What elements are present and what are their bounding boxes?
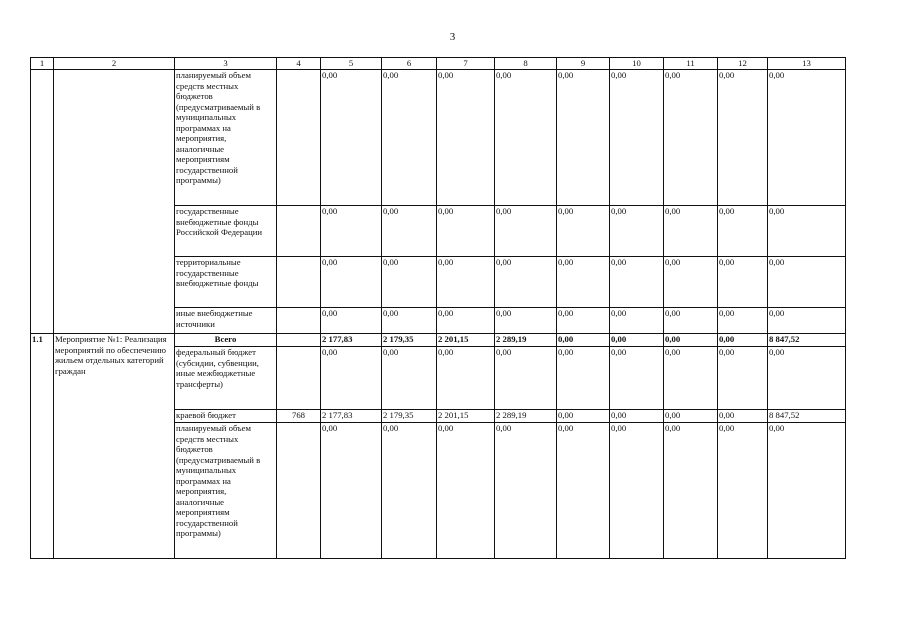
- code-cell: [277, 308, 321, 334]
- source-cell: территориальные государственные внебюджетные фонды: [175, 257, 277, 308]
- value-cell: 0,00: [557, 70, 610, 206]
- value-cell: 2 177,83: [321, 334, 382, 347]
- header-cell: 9: [557, 58, 610, 70]
- value-cell: 0,00: [718, 308, 768, 334]
- value-cell: 0,00: [495, 206, 557, 257]
- value-cell: 0,00: [557, 423, 610, 559]
- value-cell: 0,00: [664, 410, 718, 423]
- header-row: [31, 58, 846, 70]
- header-cell: 7: [437, 58, 495, 70]
- value-cell: 2 179,35: [382, 410, 437, 423]
- value-cell: 0,00: [768, 70, 846, 206]
- source-cell: государственные внебюджетные фонды Российской Федерации: [175, 206, 277, 257]
- value-cell: 0,00: [610, 308, 664, 334]
- header-cell: 5: [321, 58, 382, 70]
- value-cell: 0,00: [321, 257, 382, 308]
- budget-table: [30, 57, 846, 559]
- value-cell: 0,00: [718, 347, 768, 410]
- value-cell: 0,00: [768, 423, 846, 559]
- header-cell: 6: [382, 58, 437, 70]
- table-row: [31, 70, 846, 206]
- value-cell: 0,00: [557, 334, 610, 347]
- value-cell: 0,00: [664, 423, 718, 559]
- value-cell: 0,00: [557, 347, 610, 410]
- header-cell: 1: [31, 58, 54, 70]
- value-cell: 2 289,19: [495, 410, 557, 423]
- value-cell: 0,00: [321, 423, 382, 559]
- value-cell: 0,00: [437, 70, 495, 206]
- value-cell: 0,00: [321, 308, 382, 334]
- code-cell: 768: [277, 410, 321, 423]
- value-cell: 0,00: [495, 308, 557, 334]
- value-cell: 0,00: [664, 347, 718, 410]
- code-cell: [277, 70, 321, 206]
- value-cell: 0,00: [382, 347, 437, 410]
- header-cell: 2: [54, 58, 175, 70]
- value-cell: 0,00: [610, 347, 664, 410]
- name-cell: [54, 70, 175, 334]
- value-cell: 0,00: [437, 257, 495, 308]
- header-cell: 8: [495, 58, 557, 70]
- value-cell: 0,00: [718, 70, 768, 206]
- index-cell: 1.1: [31, 334, 54, 559]
- value-cell: 0,00: [610, 257, 664, 308]
- value-cell: 0,00: [321, 347, 382, 410]
- value-cell: 0,00: [718, 206, 768, 257]
- value-cell: 0,00: [664, 308, 718, 334]
- value-cell: 0,00: [495, 257, 557, 308]
- value-cell: 8 847,52: [768, 410, 846, 423]
- value-cell: 0,00: [718, 334, 768, 347]
- code-cell: [277, 423, 321, 559]
- value-cell: 0,00: [437, 423, 495, 559]
- value-cell: 0,00: [495, 347, 557, 410]
- value-cell: 0,00: [768, 308, 846, 334]
- value-cell: 0,00: [557, 308, 610, 334]
- page-number: 3: [449, 31, 456, 43]
- value-cell: 0,00: [557, 257, 610, 308]
- source-cell: иные внебюджетные источники: [175, 308, 277, 334]
- table-row-total: [31, 334, 846, 347]
- value-cell: 2 179,35: [382, 334, 437, 347]
- header-cell: 11: [664, 58, 718, 70]
- source-cell: краевой бюджет: [175, 410, 277, 423]
- value-cell: 0,00: [382, 308, 437, 334]
- value-cell: 0,00: [610, 410, 664, 423]
- value-cell: 0,00: [382, 423, 437, 559]
- value-cell: 0,00: [495, 423, 557, 559]
- value-cell: 0,00: [437, 347, 495, 410]
- value-cell: 0,00: [664, 206, 718, 257]
- header-cell: 3: [175, 58, 277, 70]
- value-cell: 8 847,52: [768, 334, 846, 347]
- value-cell: 0,00: [610, 70, 664, 206]
- value-cell: 0,00: [718, 410, 768, 423]
- value-cell: 0,00: [718, 423, 768, 559]
- value-cell: 0,00: [718, 257, 768, 308]
- value-cell: 0,00: [382, 206, 437, 257]
- value-cell: 2 201,15: [437, 334, 495, 347]
- value-cell: 0,00: [768, 206, 846, 257]
- value-cell: 0,00: [664, 257, 718, 308]
- value-cell: 0,00: [382, 70, 437, 206]
- value-cell: 0,00: [610, 423, 664, 559]
- value-cell: 2 177,83: [321, 410, 382, 423]
- source-cell: федеральный бюджет (субсидии, субвенции, иные межбюджетные трансферты): [175, 347, 277, 410]
- code-cell: [277, 257, 321, 308]
- source-cell-total: Всего: [175, 334, 277, 347]
- measure-name-cell: Мероприятие №1: Реализация мероприятий по обеспечению жильем отдельных категорий граждан: [54, 334, 175, 559]
- source-cell: планируемый объем средств местных бюджетов (предусматриваемый в муниципальных программах на мероприятия, аналогичные мероприятиям государственной программы): [175, 70, 277, 206]
- code-cell: [277, 334, 321, 347]
- index-cell: [31, 70, 54, 334]
- header-cell: 10: [610, 58, 664, 70]
- header-cell: 12: [718, 58, 768, 70]
- header-cell: 4: [277, 58, 321, 70]
- value-cell: 0,00: [610, 206, 664, 257]
- code-cell: [277, 347, 321, 410]
- value-cell: 0,00: [557, 206, 610, 257]
- value-cell: 0,00: [321, 70, 382, 206]
- value-cell: 0,00: [557, 410, 610, 423]
- value-cell: 0,00: [437, 206, 495, 257]
- value-cell: 0,00: [664, 70, 718, 206]
- value-cell: 0,00: [437, 308, 495, 334]
- code-cell: [277, 206, 321, 257]
- value-cell: 0,00: [664, 334, 718, 347]
- value-cell: 0,00: [495, 70, 557, 206]
- value-cell: 0,00: [768, 257, 846, 308]
- value-cell: 0,00: [321, 206, 382, 257]
- value-cell: 2 289,19: [495, 334, 557, 347]
- source-cell: планируемый объем средств местных бюджетов (предусматриваемый в муниципальных программах на мероприятия, аналогичные мероприятиям государственной программы): [175, 423, 277, 559]
- header-cell: 13: [768, 58, 846, 70]
- value-cell: 0,00: [610, 334, 664, 347]
- value-cell: 0,00: [382, 257, 437, 308]
- value-cell: 0,00: [768, 347, 846, 410]
- value-cell: 2 201,15: [437, 410, 495, 423]
